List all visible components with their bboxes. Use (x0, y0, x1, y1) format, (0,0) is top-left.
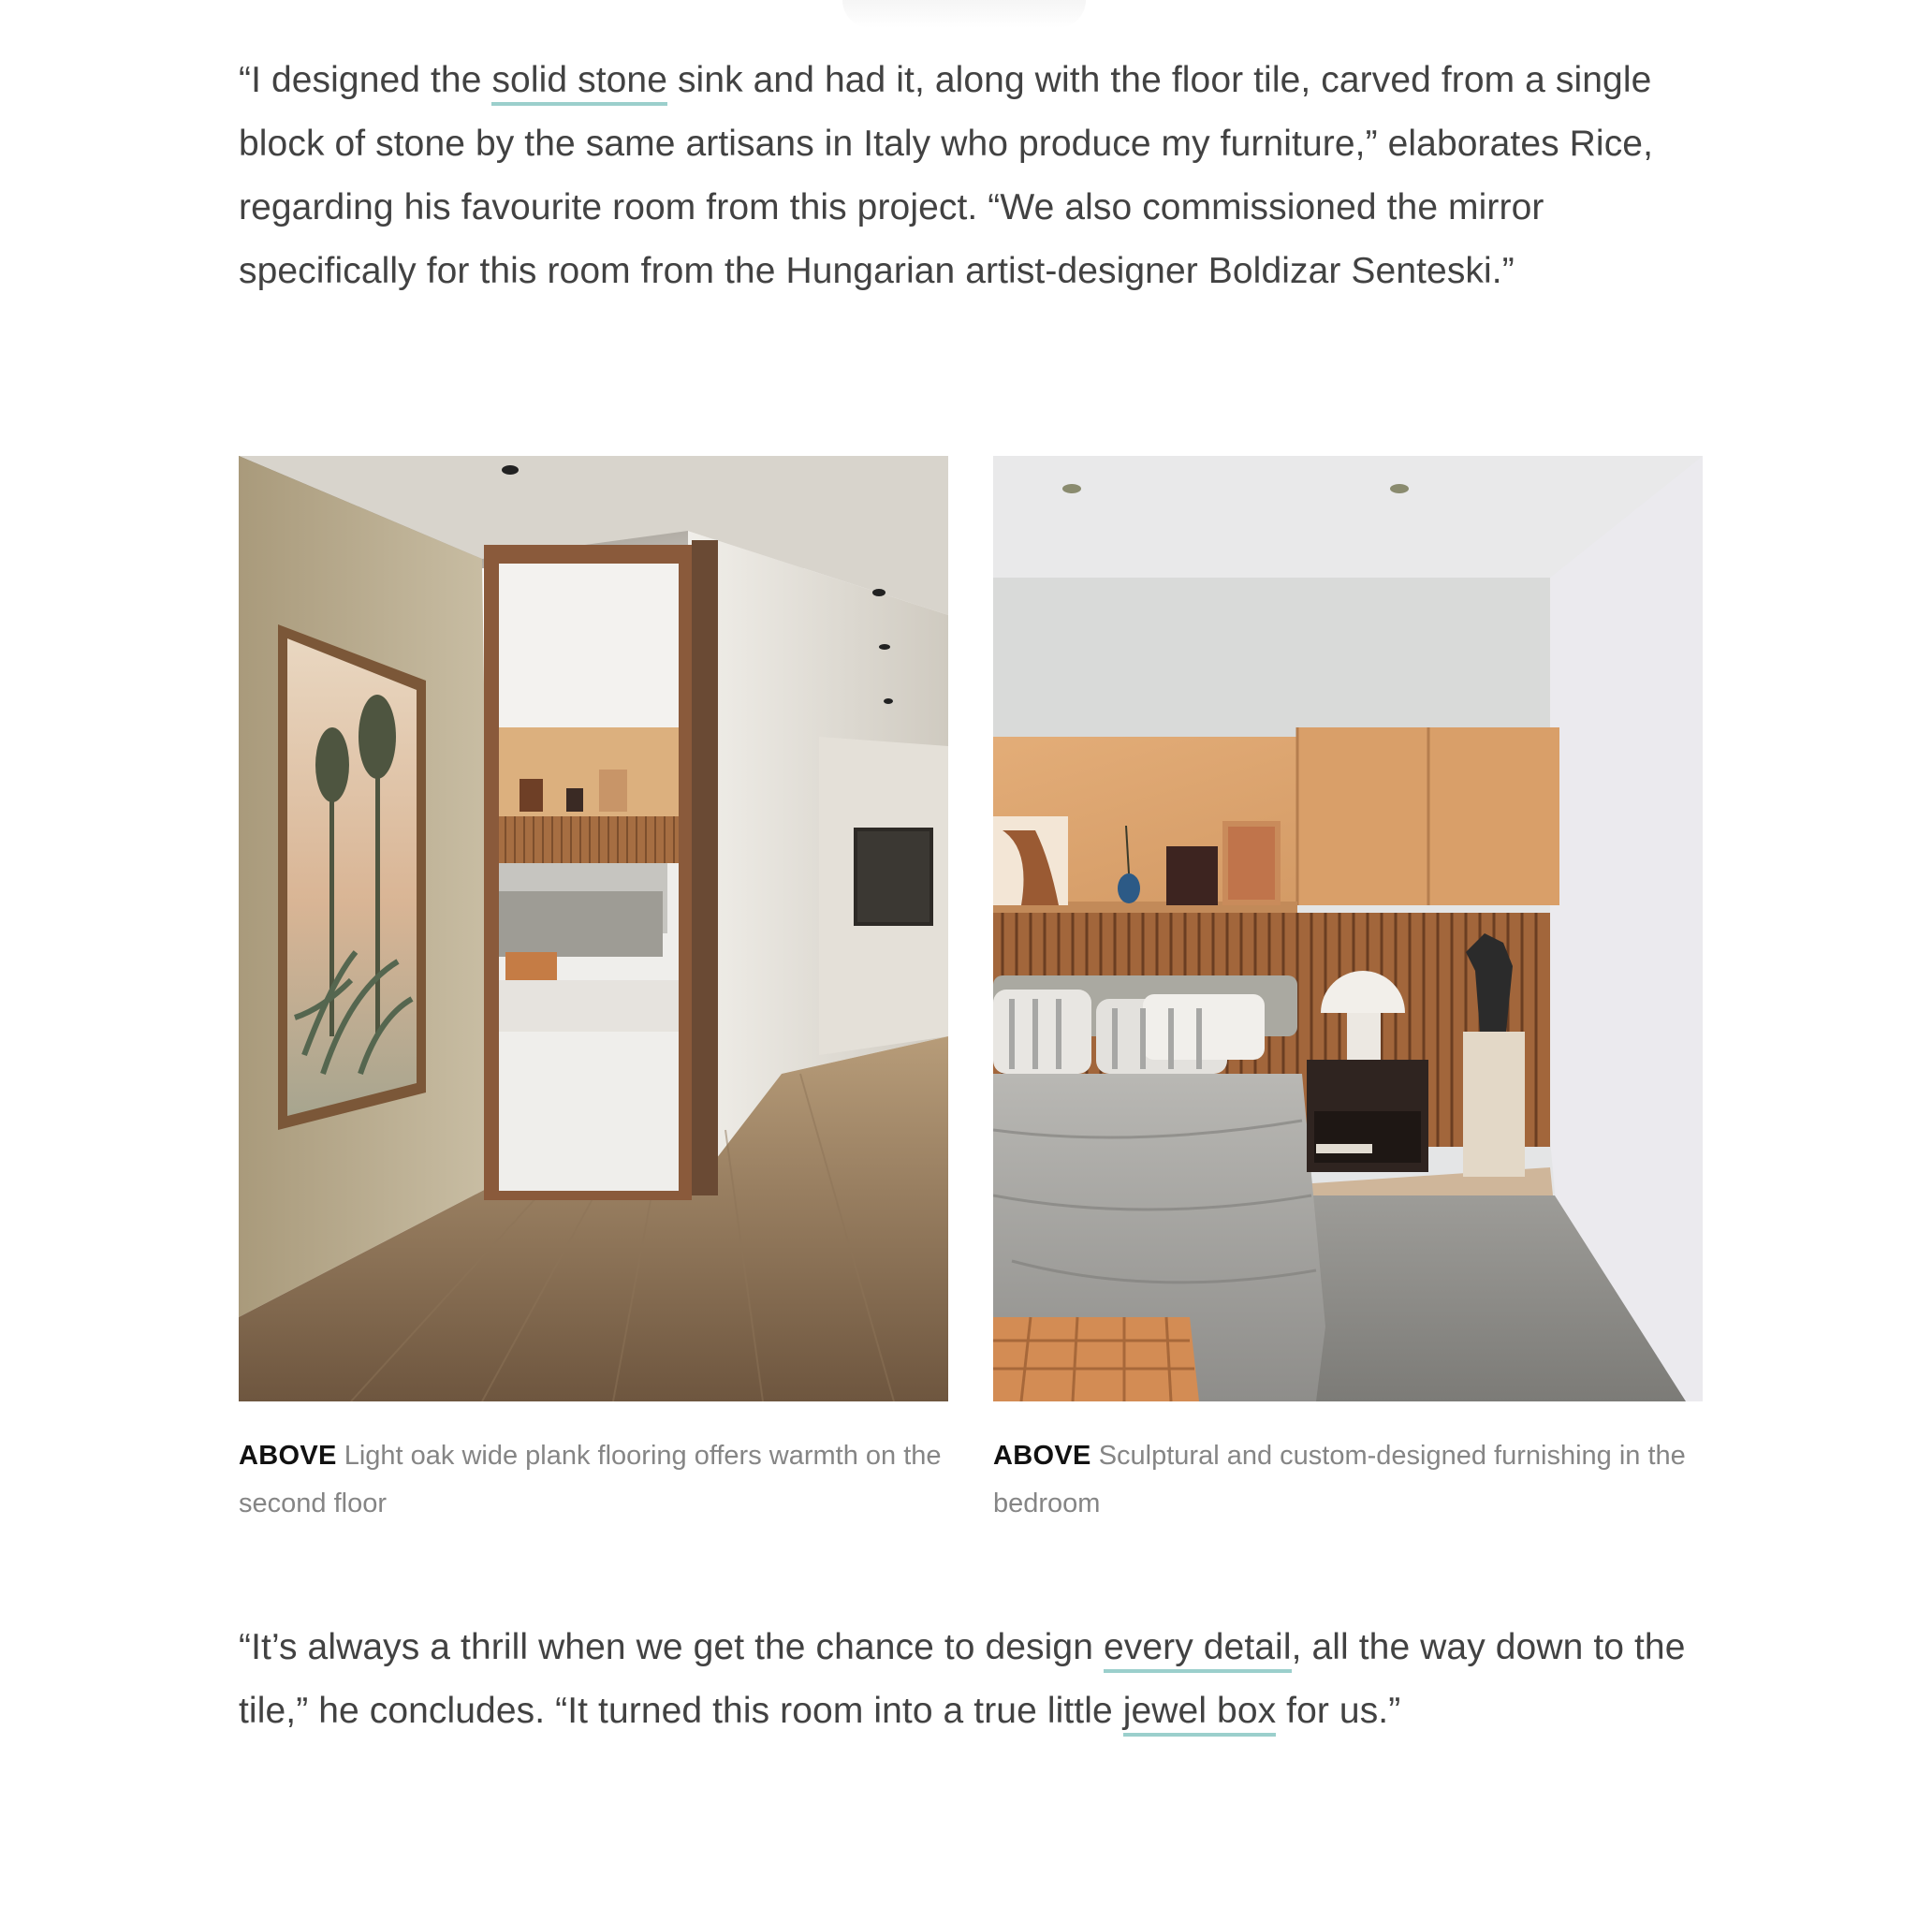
paragraph-2-text-2: , all the way down to the tile,” he concludes. “It turned this room into a true little (239, 1627, 1686, 1731)
hallway-photo-caption (239, 1432, 948, 1528)
paragraph-1-text-end: sink and had it, along with the floor tile, carved from a single block of stone by the same artisans in Italy who produce my furniture,” elaborates Rice, regarding his favourite room from this project. “We also commissioned the mirror specifically for this room from the Hungarian artist-designer Boldizar Senteski.” (239, 60, 1654, 291)
bedroom-photo-caption (993, 1432, 1703, 1528)
paragraph-2-text-3: for us.” (1276, 1691, 1401, 1731)
caption-tag: ABOVE (993, 1441, 1091, 1471)
jewel-box-link[interactable]: jewel box (1123, 1691, 1277, 1737)
caption-tag: ABOVE (239, 1441, 337, 1471)
every-detail-link[interactable]: every detail (1104, 1627, 1292, 1673)
caption-text: Sculptural and custom-designed furnishing in the bedroom (993, 1441, 1686, 1518)
solid-stone-link[interactable]: solid stone (491, 60, 667, 106)
article-paragraph-1 (239, 49, 1708, 303)
paragraph-2-text-1: “It’s always a thrill when we get the chance to design (239, 1627, 1104, 1667)
top-fade-decoration (842, 0, 1086, 28)
caption-text: Light oak wide plank flooring offers warmth on the second floor (239, 1441, 942, 1518)
hallway-photo (239, 456, 948, 1401)
article-paragraph-2 (239, 1616, 1708, 1743)
paragraph-1-text-start: “I designed the (239, 60, 492, 100)
bedroom-photo (993, 456, 1703, 1401)
